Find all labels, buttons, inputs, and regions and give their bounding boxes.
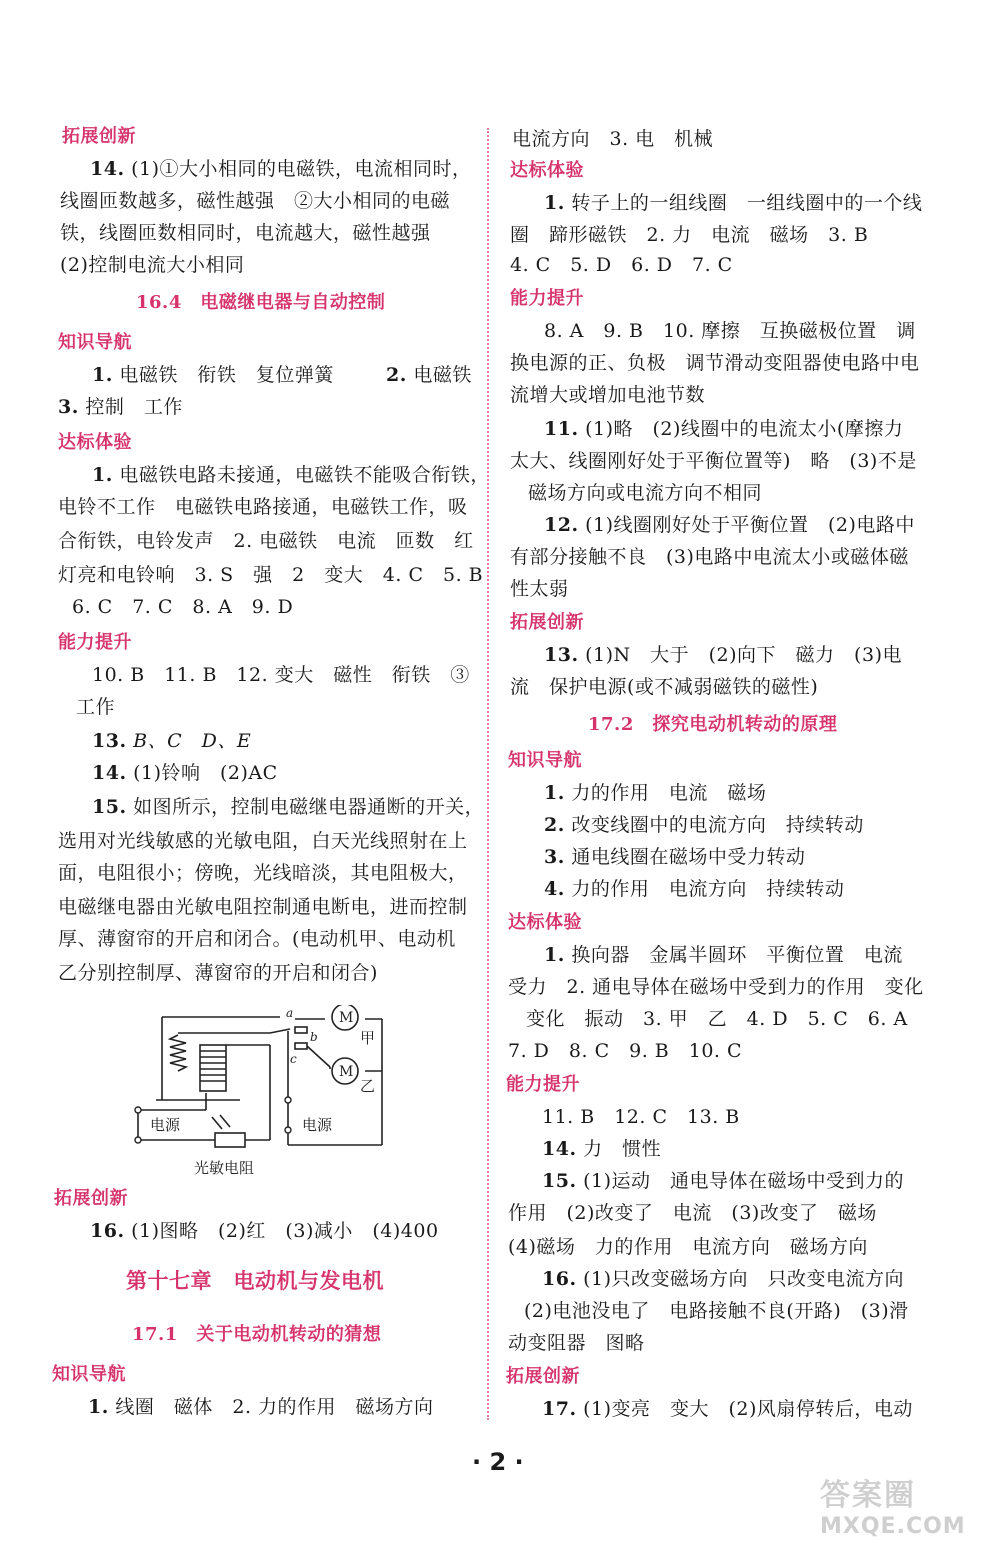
section-heading: 拓展创新 — [62, 126, 136, 147]
question-number: 14. — [90, 158, 125, 180]
answer-text: 灯亮和电铃响 3. S 强 2 变大 4. C 5. B — [58, 564, 484, 586]
answer-line — [544, 812, 864, 838]
answer-line — [58, 394, 183, 420]
answer-line — [542, 1396, 913, 1422]
contact-b-label: b — [310, 1030, 318, 1044]
answer-text: 有部分接触不良 (3)电路中电流太小或磁体磁 — [510, 546, 909, 568]
answer-text: (1)运动 通电导体在磁场中受到力的 — [583, 1170, 905, 1192]
question-number: 1. — [544, 944, 565, 966]
answer-text: (1)线圈刚好处于平衡位置 (2)电路中 — [585, 514, 915, 536]
motor-yi-symbol: M — [339, 1064, 354, 1080]
answer-line — [92, 662, 470, 688]
question-number: 16. — [90, 1220, 125, 1242]
answer-text: 10. B 11. B 12. 变大 磁性 衔铁 ③ — [92, 664, 470, 686]
question-number: 16. — [542, 1268, 577, 1290]
question-number: 13. — [92, 730, 127, 752]
answer-line — [512, 126, 713, 152]
answer-line — [60, 188, 450, 214]
answer-line — [58, 828, 468, 854]
answer-line — [510, 350, 920, 376]
terminal — [285, 1127, 291, 1133]
lesson-title: 16.4 电磁继电器与自动控制 — [136, 292, 386, 313]
answer-line — [386, 362, 472, 388]
contact-c-label: c — [290, 1052, 297, 1066]
answer-text: (1)变亮 变大 (2)风扇停转后，电动 — [583, 1398, 913, 1420]
answer-line — [508, 1038, 742, 1064]
answer-text: (1)N 大于 (2)向下 磁力 (3)电 — [585, 644, 902, 666]
answer-line — [510, 674, 818, 700]
terminal — [285, 1097, 291, 1103]
question-number: 2. — [544, 814, 565, 836]
watermark-top: 答案圈 — [820, 1478, 916, 1513]
answer-text: 换电源的正、负极 调节滑动变阻器使电路中电 — [510, 352, 920, 374]
answer-line — [544, 190, 922, 216]
answer-text: 圈 蹄形磁铁 2. 力 电流 磁场 3. B — [510, 224, 869, 246]
section-heading: 知识导航 — [508, 750, 582, 771]
lesson-title: 17.1 关于电动机转动的猜想 — [132, 1324, 382, 1345]
answer-text: 线圈 磁体 2. 力的作用 磁场方向 — [115, 1396, 434, 1418]
answer-line — [510, 544, 909, 570]
answer-text: 电流方向 3. 电 机械 — [512, 128, 714, 150]
question-number: 15. — [92, 796, 127, 818]
answer-line — [60, 252, 244, 278]
answer-line — [544, 780, 766, 806]
answer-line — [544, 416, 903, 442]
answer-text: 磁场方向或电流方向不相同 — [528, 482, 763, 504]
section-heading: 达标体验 — [510, 160, 584, 181]
answer-text: 换向器 金属半圆环 平衡位置 电流 — [571, 944, 903, 966]
answer-text: 8. A 9. B 10. 摩擦 互换磁极位置 调 — [544, 320, 916, 342]
answer-line — [510, 448, 917, 474]
answer-text: (1)图略 (2)红 (3)减小 (4)400 — [131, 1220, 439, 1242]
answer-line — [544, 512, 915, 538]
column-divider — [487, 128, 489, 1420]
section-heading: 能力提升 — [58, 632, 132, 653]
question-number: 1. — [92, 364, 113, 386]
answer-text: 控制 工作 — [85, 396, 183, 418]
answer-text: 如图所示，控制电磁继电器通断的开关， — [133, 796, 485, 818]
terminal — [135, 1107, 141, 1113]
answer-text: 通电线圈在磁场中受力转动 — [571, 846, 806, 868]
answer-text: (1)①大小相同的电磁铁，电流相同时， — [131, 158, 472, 180]
answer-line — [542, 1266, 904, 1292]
lesson-title: 17.2 探究电动机转动的原理 — [588, 714, 838, 735]
answer-text: 乙分别控制厚、薄窗帘的开启和闭合) — [58, 962, 378, 984]
answer-text: 动变阻器 图略 — [508, 1332, 645, 1354]
section-heading: 知识导航 — [58, 332, 132, 353]
answer-line — [88, 1394, 434, 1420]
page-number: · 2 · — [472, 1448, 524, 1476]
answer-line — [544, 876, 844, 902]
question-number: 2. — [386, 364, 407, 386]
terminal — [135, 1137, 141, 1143]
answer-line — [92, 462, 490, 488]
watermark — [820, 1478, 990, 1548]
question-number: 17. — [542, 1398, 577, 1420]
question-number: 4. — [544, 878, 565, 900]
answer-text: 流 保护电源(或不减弱磁铁的磁性) — [510, 676, 819, 698]
answer-text: 铁，线圈匝数相同时，电流越大，磁性越强 — [60, 222, 431, 244]
chapter-title: 第十七章 电动机与发电机 — [126, 1268, 384, 1293]
question-number: 11. — [544, 418, 579, 440]
question-number: 1. — [544, 192, 565, 214]
answer-text: (2)控制电流大小相同 — [60, 254, 245, 276]
answer-text: 11. B 12. C 13. B — [542, 1106, 740, 1128]
question-number: 1. — [92, 464, 113, 486]
question-number: 14. — [542, 1138, 577, 1160]
section-heading: 拓展创新 — [510, 612, 584, 633]
answer-text: 工作 — [76, 696, 116, 718]
answer-text: 面，电阻很小；傍晚，光线暗淡，其电阻极大， — [58, 862, 468, 884]
answer-line — [508, 1200, 877, 1226]
answer-text: 流增大或增加电池节数 — [510, 384, 706, 406]
answer-line — [92, 760, 278, 786]
answer-line — [58, 494, 468, 520]
section-heading: 能力提升 — [510, 288, 584, 309]
answer-line — [60, 220, 431, 246]
answer-line — [58, 562, 483, 588]
section-heading: 能力提升 — [506, 1074, 580, 1095]
answer-text: 选用对光线敏感的光敏电阻，白天光线照射在上 — [58, 830, 468, 852]
motor-jia-symbol: M — [339, 1010, 354, 1026]
answer-text: 转子上的一组线圈 一组线圈中的一个线 — [571, 192, 923, 214]
motor-jia-label: 甲 — [360, 1029, 376, 1047]
question-number: 1. — [88, 1396, 109, 1418]
answer-text: 太大、线圈刚好处于平衡位置等) 略 (3)不是 — [510, 450, 917, 472]
answer-text: (1)铃响 (2)AC — [133, 762, 278, 784]
answer-line — [510, 576, 569, 602]
answer-line — [542, 1168, 904, 1194]
answer-line — [528, 480, 762, 506]
answer-line — [92, 362, 334, 388]
answer-text: 作用 (2)改变了 电流 (3)改变了 磁场 — [508, 1202, 877, 1224]
question-number: 13. — [544, 644, 579, 666]
right-power-source-label: 电源 — [302, 1116, 333, 1134]
answer-text: 力的作用 电流 磁场 — [571, 782, 767, 804]
left-power-source-label: 电源 — [150, 1116, 181, 1134]
section-heading: 拓展创新 — [506, 1366, 580, 1387]
answer-line — [76, 694, 115, 720]
answer-text: 力 惯性 — [583, 1138, 662, 1160]
answer-text: 7. D 8. C 9. B 10. C — [508, 1040, 743, 1062]
answer-text: 电磁铁 衔铁 复位弹簧 — [119, 364, 334, 386]
answer-text: 电铃不工作 电磁铁电路接通，电磁铁工作，吸 — [58, 496, 468, 518]
answer-text: 性太弱 — [510, 578, 569, 600]
answer-text: 合衔铁，电铃发声 2. 电磁铁 电流 匝数 红 — [58, 530, 474, 552]
answer-text: (4)磁场 力的作用 电流方向 磁场方向 — [508, 1236, 868, 1258]
question-number: 15. — [542, 1170, 577, 1192]
answer-text: 线圈匝数越多，磁性越强 ②大小相同的电磁 — [60, 190, 451, 212]
answer-text: 受力 2. 通电导体在磁场中受到力的作用 变化 — [508, 976, 924, 998]
answer-line — [58, 894, 468, 920]
question-number: 3. — [58, 396, 79, 418]
answer-text: 4. C 5. D 6. D 7. C — [510, 254, 733, 276]
answer-text: 力的作用 电流方向 持续转动 — [571, 878, 845, 900]
answer-line — [58, 528, 474, 554]
answer-line — [510, 252, 733, 278]
question-number: 3. — [544, 846, 565, 868]
answer-text: (2)电池没电了 电路接触不良(开路) (3)滑 — [524, 1300, 909, 1322]
watermark-bottom: MXQE.COM — [820, 1514, 966, 1539]
answer-line — [58, 926, 456, 952]
answer-text: 6. C 7. C 8. A 9. D — [72, 596, 294, 618]
question-number: 12. — [544, 514, 579, 536]
answer-line — [510, 382, 705, 408]
answer-line — [526, 1006, 908, 1032]
relay-circuit-diagram — [120, 1005, 400, 1185]
section-heading: 知识导航 — [52, 1364, 126, 1385]
answer-line — [508, 1330, 645, 1356]
answer-text: B、C D、E — [133, 730, 252, 752]
answer-line — [90, 156, 472, 182]
answer-line — [58, 960, 378, 986]
answer-line — [510, 222, 868, 248]
answer-line — [72, 594, 293, 620]
answer-line — [92, 794, 484, 820]
answer-text: 改变线圈中的电流方向 持续转动 — [571, 814, 864, 836]
answer-text: 电磁铁电路未接通，电磁铁不能吸合衔铁， — [119, 464, 490, 486]
answer-line — [544, 318, 916, 344]
answer-text: 厚、薄窗帘的开启和闭合。(电动机甲、电动机 — [58, 928, 456, 950]
contact-a-label: a — [286, 1006, 294, 1020]
answer-text: (1)略 (2)线圈中的电流太小(摩擦力 — [585, 418, 904, 440]
answer-line — [508, 974, 924, 1000]
section-heading: 达标体验 — [508, 912, 582, 933]
section-heading: 拓展创新 — [54, 1188, 128, 1209]
question-number: 1. — [544, 782, 565, 804]
question-number: 14. — [92, 762, 127, 784]
answer-line — [58, 860, 468, 886]
section-heading: 达标体验 — [58, 432, 132, 453]
answer-line — [542, 1136, 661, 1162]
answer-text: (1)只改变磁场方向 只改变电流方向 — [583, 1268, 905, 1290]
answer-text: 变化 振动 3. 甲 乙 4. D 5. C 6. A — [526, 1008, 908, 1030]
answer-line — [544, 642, 902, 668]
answer-line — [544, 942, 903, 968]
answer-text: 电磁铁 — [413, 364, 472, 386]
answer-line — [92, 728, 251, 754]
answer-line — [524, 1298, 909, 1324]
answer-line — [90, 1218, 439, 1244]
answer-line — [542, 1104, 740, 1130]
photoresistor-caption: 光敏电阻 — [194, 1159, 255, 1177]
answer-line — [544, 844, 805, 870]
answer-line — [508, 1234, 868, 1260]
motor-yi-label: 乙 — [360, 1077, 376, 1095]
answer-text: 电磁继电器由光敏电阻控制通电断电，进而控制 — [58, 896, 468, 918]
